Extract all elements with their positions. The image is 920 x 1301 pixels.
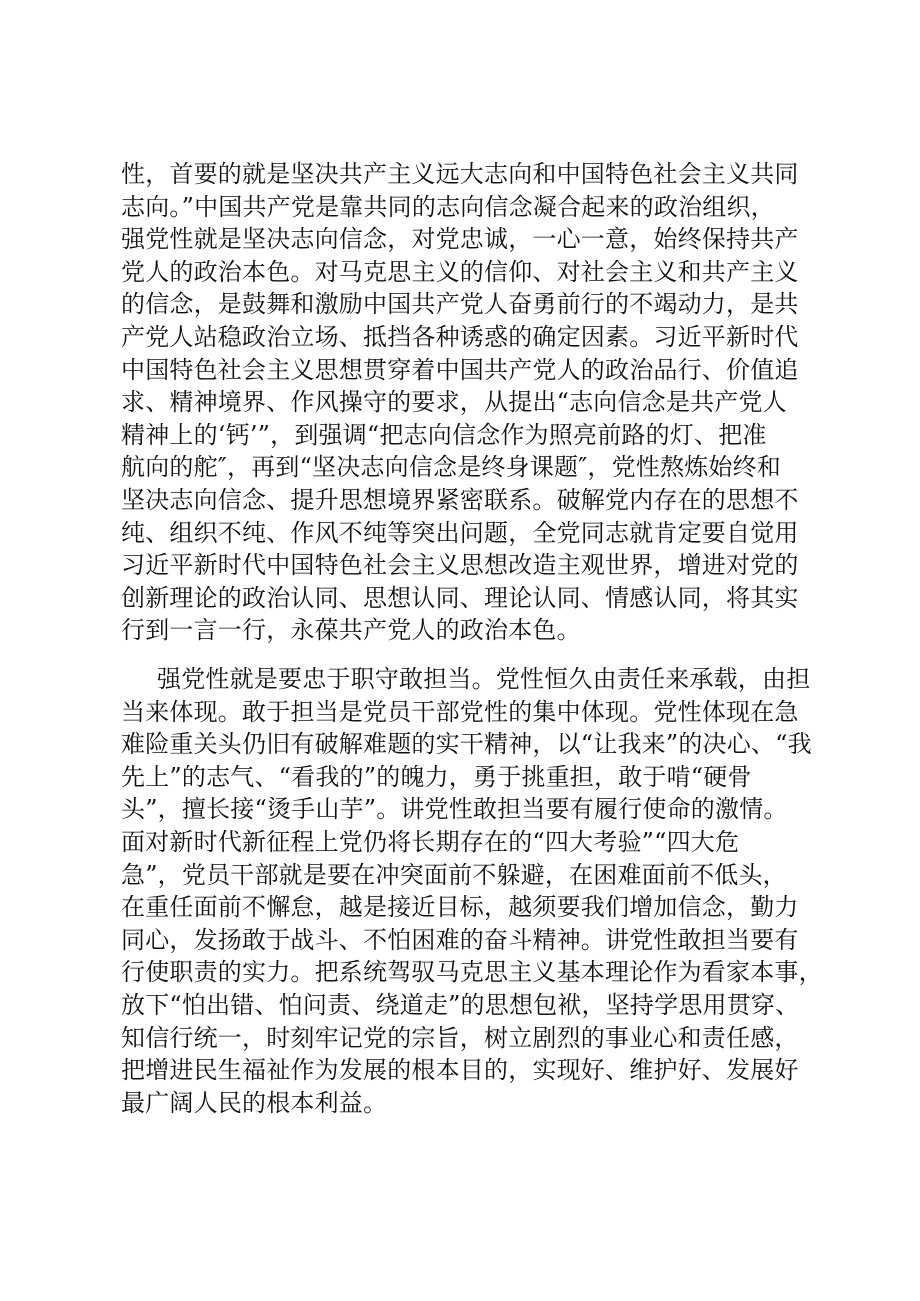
text-line: 中国特色社会主义思想贯穿着中国共产党人的政治品行、价值追 [121, 355, 799, 384]
text-line: 行到一言一行，永葆共产党人的政治本色。 [121, 616, 581, 645]
text-line: 头”，擅长接“烫手山芋”。讲党性敢担当要有履行使命的激情。 [121, 795, 788, 824]
text-line: 行使职责的实力。把系统驾驭马克思主义基本理论作为看家本事， [121, 958, 823, 987]
text-line: 当来体现。敢于担当是党员干部党性的集中体现。党性体现在急 [121, 697, 799, 726]
paragraph-2 [121, 663, 823, 1119]
text-line: 最广阔人民的根本利益。 [121, 1088, 388, 1117]
text-line: 志向。”中国共产党是靠共同的志向信念凝合起来的政治组织， [121, 192, 775, 221]
text-line: 精神上的‘钙’”，到强调“把志向信念作为照亮前路的灯、把准 [121, 420, 767, 449]
text-line: 性，首要的就是坚决共产主义远大志向和中国特色社会主义共同 [121, 160, 799, 188]
text-line: 习近平新时代中国特色社会主义思想改造主观世界，增进对党的 [121, 551, 799, 580]
text-line: 创新理论的政治认同、思想认同、理论认同、情感认同，将其实 [121, 583, 799, 612]
text-line: 面对新时代新征程上党仍将长期存在的“四大考验”“四大危 [121, 827, 740, 856]
text-line: 强党性就是坚决志向信念，对党忠诚，一心一意，始终保持共产 [121, 225, 799, 254]
text-line: 先上”的志气、“看我的”的魄力，勇于挑重担，敢于啃“硬骨 [121, 762, 752, 791]
paragraph-1 [121, 158, 811, 647]
text-line: 的信念，是鼓舞和激励中国共产党人奋勇前行的不竭动力，是共 [121, 290, 799, 319]
text-line: 坚决志向信念、提升思想境界紧密联系。破解党内存在的思想不 [121, 485, 799, 514]
text-line: 知信行统一，时刻牢记党的宗旨，树立剧烈的事业心和责任感， [121, 1023, 799, 1052]
text-line: 产党人站稳政治立场、抵挡各种诱惑的确定因素。习近平新时代 [121, 322, 799, 351]
text-line: 纯、组织不纯、作风不纯等突出问题，全党同志就肯定要自觉用 [121, 518, 799, 547]
text-line: 党人的政治本色。对马克思主义的信仰、对社会主义和共产主义 [121, 257, 799, 286]
text-line: 把增进民生福祉作为发展的根本目的，实现好、维护好、发展好 [121, 1056, 799, 1085]
text-line: 放下“怕出错、怕问责、绕道走”的思想包袱，坚持学思用贯穿、 [121, 990, 800, 1019]
text-line: 急”，党员干部就是要在冲突面前不躲避，在困难面前不低头， [121, 860, 787, 889]
text-line: 强党性就是要忠于职守敢担当。党性恒久由责任来承载，由担 [157, 665, 811, 693]
text-line: 求、精神境界、作风操守的要求，从提出“志向信念是共产党人 [121, 388, 787, 417]
text-line: 航向的舵″，再到“坚决志向信念是终身课题″，党性熬炼始终和 [121, 453, 781, 482]
text-line: 在重任面前不懈怠，越是接近目标，越须要我们增加信念，勤力 [121, 893, 799, 922]
text-line: 同心，发扬敢于战斗、不怕困难的奋斗精神。讲党性敢担当要有 [121, 925, 799, 954]
text-line: 难险重关头仍旧有破解难题的实干精神，以“让我来”的决心、“我 [121, 730, 812, 759]
